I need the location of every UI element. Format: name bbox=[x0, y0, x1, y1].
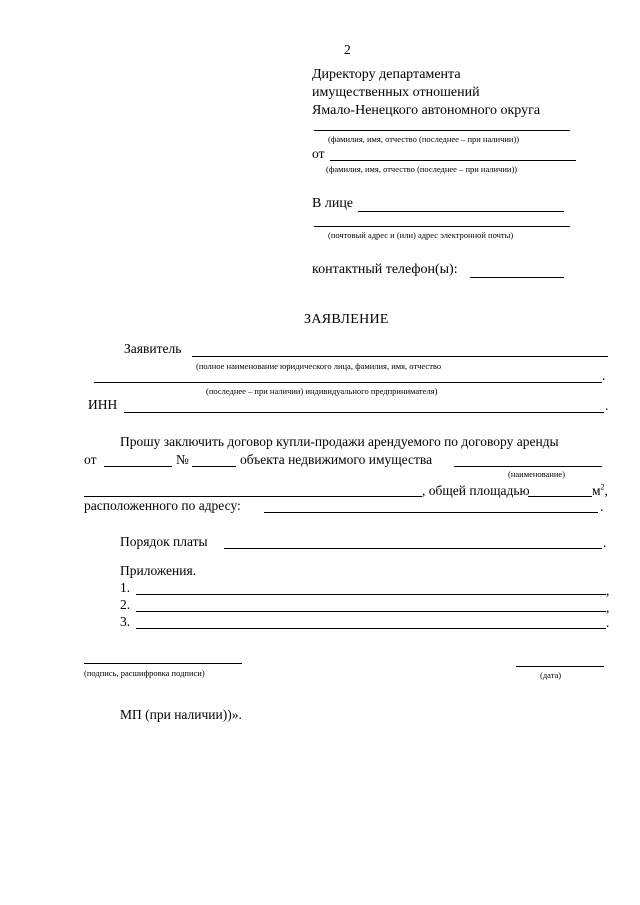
inn-label: ИНН bbox=[88, 397, 118, 412]
from-label: от bbox=[312, 146, 325, 161]
area-comma: , bbox=[604, 483, 608, 498]
inn-line bbox=[124, 412, 604, 413]
recipient-line-2: имущественных отношений bbox=[312, 85, 480, 100]
date-line bbox=[516, 666, 604, 667]
phone-label: контактный телефон(ы): bbox=[312, 262, 458, 277]
object-address-line bbox=[264, 512, 598, 513]
from-fio-line bbox=[330, 160, 576, 161]
attachment-2-number: 2. bbox=[120, 597, 131, 612]
applicant-label: Заявитель bbox=[124, 341, 182, 356]
page-number: 2 bbox=[344, 42, 351, 57]
area-unit-sup: 2 bbox=[600, 482, 605, 492]
area-text: , общей площадью bbox=[422, 483, 530, 498]
attachment-1-line bbox=[136, 594, 606, 595]
attachment-1-number: 1. bbox=[120, 580, 131, 595]
in-person-label: В лице bbox=[312, 196, 354, 211]
applicant-line-2 bbox=[94, 382, 602, 383]
attachment-3-end: . bbox=[606, 615, 610, 630]
signature-hint: (подпись, расшифровка подписи) bbox=[84, 668, 205, 678]
phone-line bbox=[470, 277, 564, 278]
date-hint: (дата) bbox=[540, 670, 562, 680]
area-line bbox=[528, 496, 592, 497]
request-line-1: Прошу заключить договор купли-продажи арендуемого по договору аренды bbox=[120, 434, 559, 449]
address-period: . bbox=[600, 499, 604, 514]
contract-number-line bbox=[192, 466, 236, 467]
recipient-fio-hint: (фамилия, имя, отчество (последнее – при наличии)) bbox=[328, 134, 520, 144]
attachment-3-number: 3. bbox=[120, 614, 131, 629]
applicant-period: . bbox=[602, 368, 606, 383]
address-hint: (почтовый адрес и (или) адрес электронной почты) bbox=[328, 230, 514, 240]
object-name-hint: (наименование) bbox=[508, 469, 566, 479]
document-title: ЗАЯВЛЕНИЕ bbox=[304, 312, 389, 327]
inn-period: . bbox=[605, 398, 609, 413]
applicant-line bbox=[192, 356, 608, 357]
from-fio-hint: (фамилия, имя, отчество (последнее – при наличии)) bbox=[326, 164, 518, 174]
applicant-hint-1: (полное наименование юридического лица, фамилия, имя, отчество bbox=[196, 361, 442, 371]
attachment-2-end: , bbox=[606, 600, 610, 615]
attachment-2-line bbox=[136, 611, 606, 612]
recipient-fio-line bbox=[314, 130, 570, 131]
recipient-line-1: Директору департамента bbox=[312, 67, 461, 82]
object-name-line bbox=[454, 466, 602, 467]
area-unit bbox=[592, 483, 608, 499]
payment-line bbox=[224, 548, 602, 549]
address-label: расположенного по адресу: bbox=[84, 498, 241, 513]
in-person-line bbox=[358, 211, 564, 212]
recipient-line-3: Ямало-Ненецкого автономного округа bbox=[312, 103, 541, 118]
signature-line bbox=[84, 663, 242, 664]
applicant-hint-2: (последнее – при наличии) индивидуального предпринимателя) bbox=[206, 386, 438, 396]
payment-label: Порядок платы bbox=[120, 534, 208, 549]
seal-text: МП (при наличии))». bbox=[120, 707, 242, 722]
address-line bbox=[314, 226, 570, 227]
object-text: объекта недвижимого имущества bbox=[240, 452, 433, 467]
object-name-line-2 bbox=[84, 496, 422, 497]
attachment-1-end: , bbox=[606, 583, 610, 598]
area-unit-text: м bbox=[592, 483, 601, 498]
attachments-title: Приложения. bbox=[120, 563, 197, 578]
attachment-3-line bbox=[136, 628, 606, 629]
contract-date-line bbox=[104, 466, 172, 467]
contract-number-label: № bbox=[176, 452, 189, 467]
contract-from-label: от bbox=[84, 452, 97, 467]
payment-period: . bbox=[603, 535, 607, 550]
